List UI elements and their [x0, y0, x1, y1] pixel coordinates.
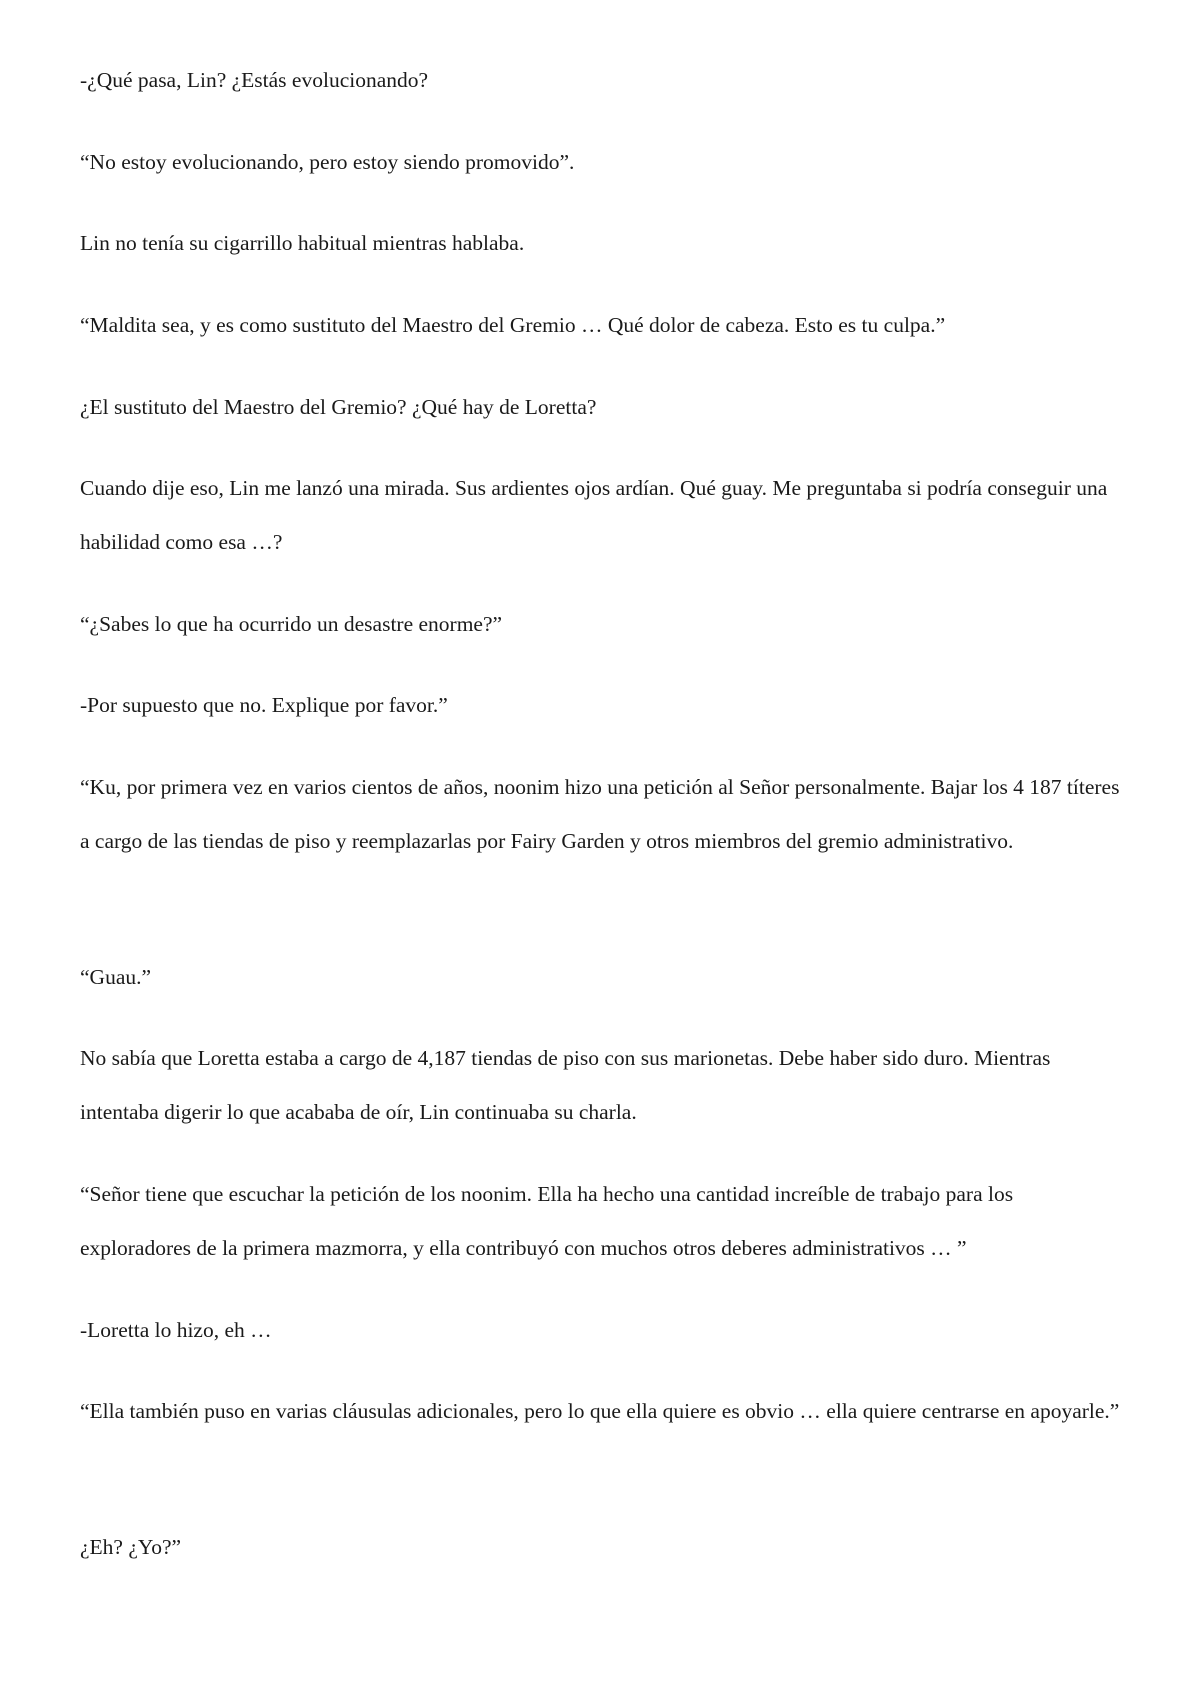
paragraph-14: “Ella también puso en varias cláusulas adicionales, pero lo que ella quiere es obvio … ella quiere centrarse en apoyarle.” [80, 1399, 1120, 1423]
paragraph-7: “¿Sabes lo que ha ocurrido un desastre enorme?” [80, 612, 503, 636]
paragraph-10: “Guau.” [80, 965, 152, 989]
paragraph-4: “Maldita sea, y es como sustituto del Maestro del Gremio … Qué dolor de cabeza. Esto es tu culpa.” [80, 313, 946, 337]
paragraph-5: ¿El sustituto del Maestro del Gremio? ¿Qué hay de Loretta? [80, 395, 597, 419]
paragraph-1: -¿Qué pasa, Lin? ¿Estás evolucionando? [80, 68, 429, 92]
paragraph-15: ¿Eh? ¿Yo?” [80, 1535, 182, 1559]
paragraph-3: Lin no tenía su cigarrillo habitual mientras hablaba. [80, 231, 525, 255]
paragraph-13: -Loretta lo hizo, eh … [80, 1318, 272, 1342]
paragraph-9: “Ku, por primera vez en varios cientos de años, noonim hizo una petición al Señor personalmente. Bajar los 4 187 títeres a cargo de las tiendas de piso y reemplazarlas por Fairy Garden y otros miembros del gremio administrativo. [80, 775, 1120, 853]
paragraph-8: -Por supuesto que no. Explique por favor.” [80, 693, 448, 717]
paragraph-6: Cuando dije eso, Lin me lanzó una mirada. Sus ardientes ojos ardían. Qué guay. Me preguntaba si podría conseguir una habilidad como esa …? [80, 476, 1108, 554]
paragraph-12: “Señor tiene que escuchar la petición de los noonim. Ella ha hecho una cantidad increíble de trabajo para los exploradores de la primera mazmorra, y ella contribuyó con muchos otros deberes administrativos … ” [80, 1182, 1014, 1260]
paragraph-2: “No estoy evolucionando, pero estoy siendo promovido”. [80, 150, 575, 174]
paragraph-11: No sabía que Loretta estaba a cargo de 4,187 tiendas de piso con sus marionetas. Debe haber sido duro. Mientras intentaba digerir lo que acababa de oír, Lin continuaba su charla. [80, 1046, 1051, 1124]
